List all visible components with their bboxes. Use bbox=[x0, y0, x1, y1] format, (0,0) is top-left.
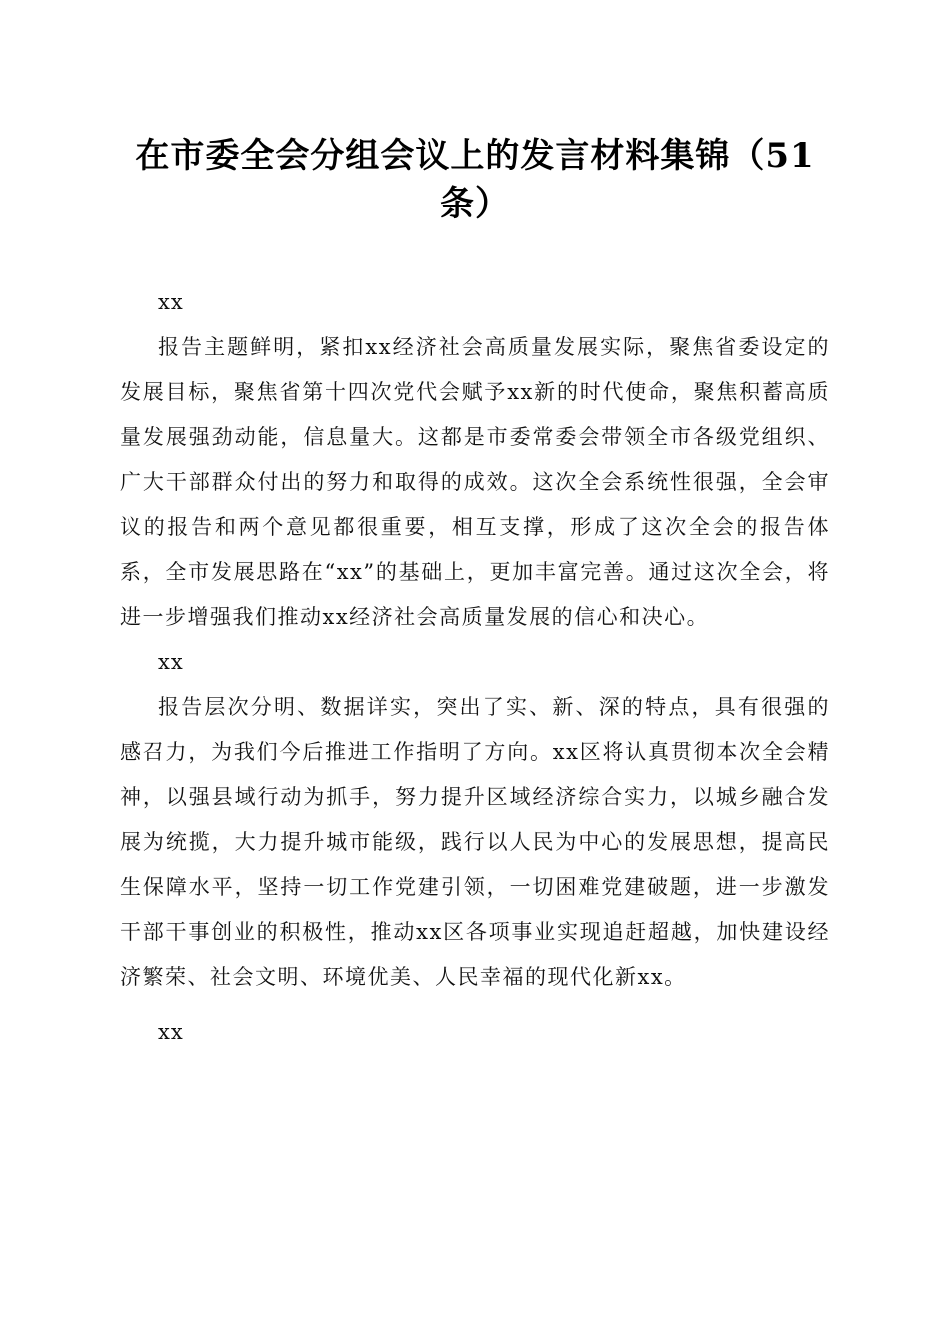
speaker-label: xx bbox=[158, 650, 184, 674]
document-title: 在市委全会分组会议上的发言材料集锦（51条） bbox=[135, 136, 815, 224]
speaker-label: xx bbox=[158, 290, 184, 314]
speech-paragraph: 报告层次分明、数据详实，突出了实、新、深的特点，具有很强的感召力，为我们今后推进工作指明了方向。xx区将认真贯彻本次全会精神，以强县域行动为抓手，努力提升区域经济综合实力，以城乡融合发展为统揽，大力提升城市能级，践行以人民为中心的发展思想，提高民生保障水平，坚持一切工作党建引领，一切困难党建破题，进一步激发干部干事创业的积极性，推动xx区各项事业实现追赶超越，加快建设经济繁荣、社会文明、环境优美、人民幸福的现代化新xx。 bbox=[120, 695, 830, 989]
speaker-label: xx bbox=[158, 1020, 184, 1044]
document-body bbox=[120, 280, 830, 1055]
speech-paragraph: 报告主题鲜明，紧扣xx经济社会高质量发展实际，聚焦省委设定的发展目标，聚焦省第十四次党代会赋予xx新的时代使命，聚焦积蓄高质量发展强劲动能，信息量大。这都是市委常委会带领全市各级党组织、广大干部群众付出的努力和取得的成效。这次全会系统性很强，全会审议的报告和两个意见都很重要，相互支撑，形成了这次全会的报告体系，全市发展思路在“xx”的基础上，更加丰富完善。通过这次全会，将进一步增强我们推动xx经济社会高质量发展的信心和决心。 bbox=[120, 335, 830, 629]
